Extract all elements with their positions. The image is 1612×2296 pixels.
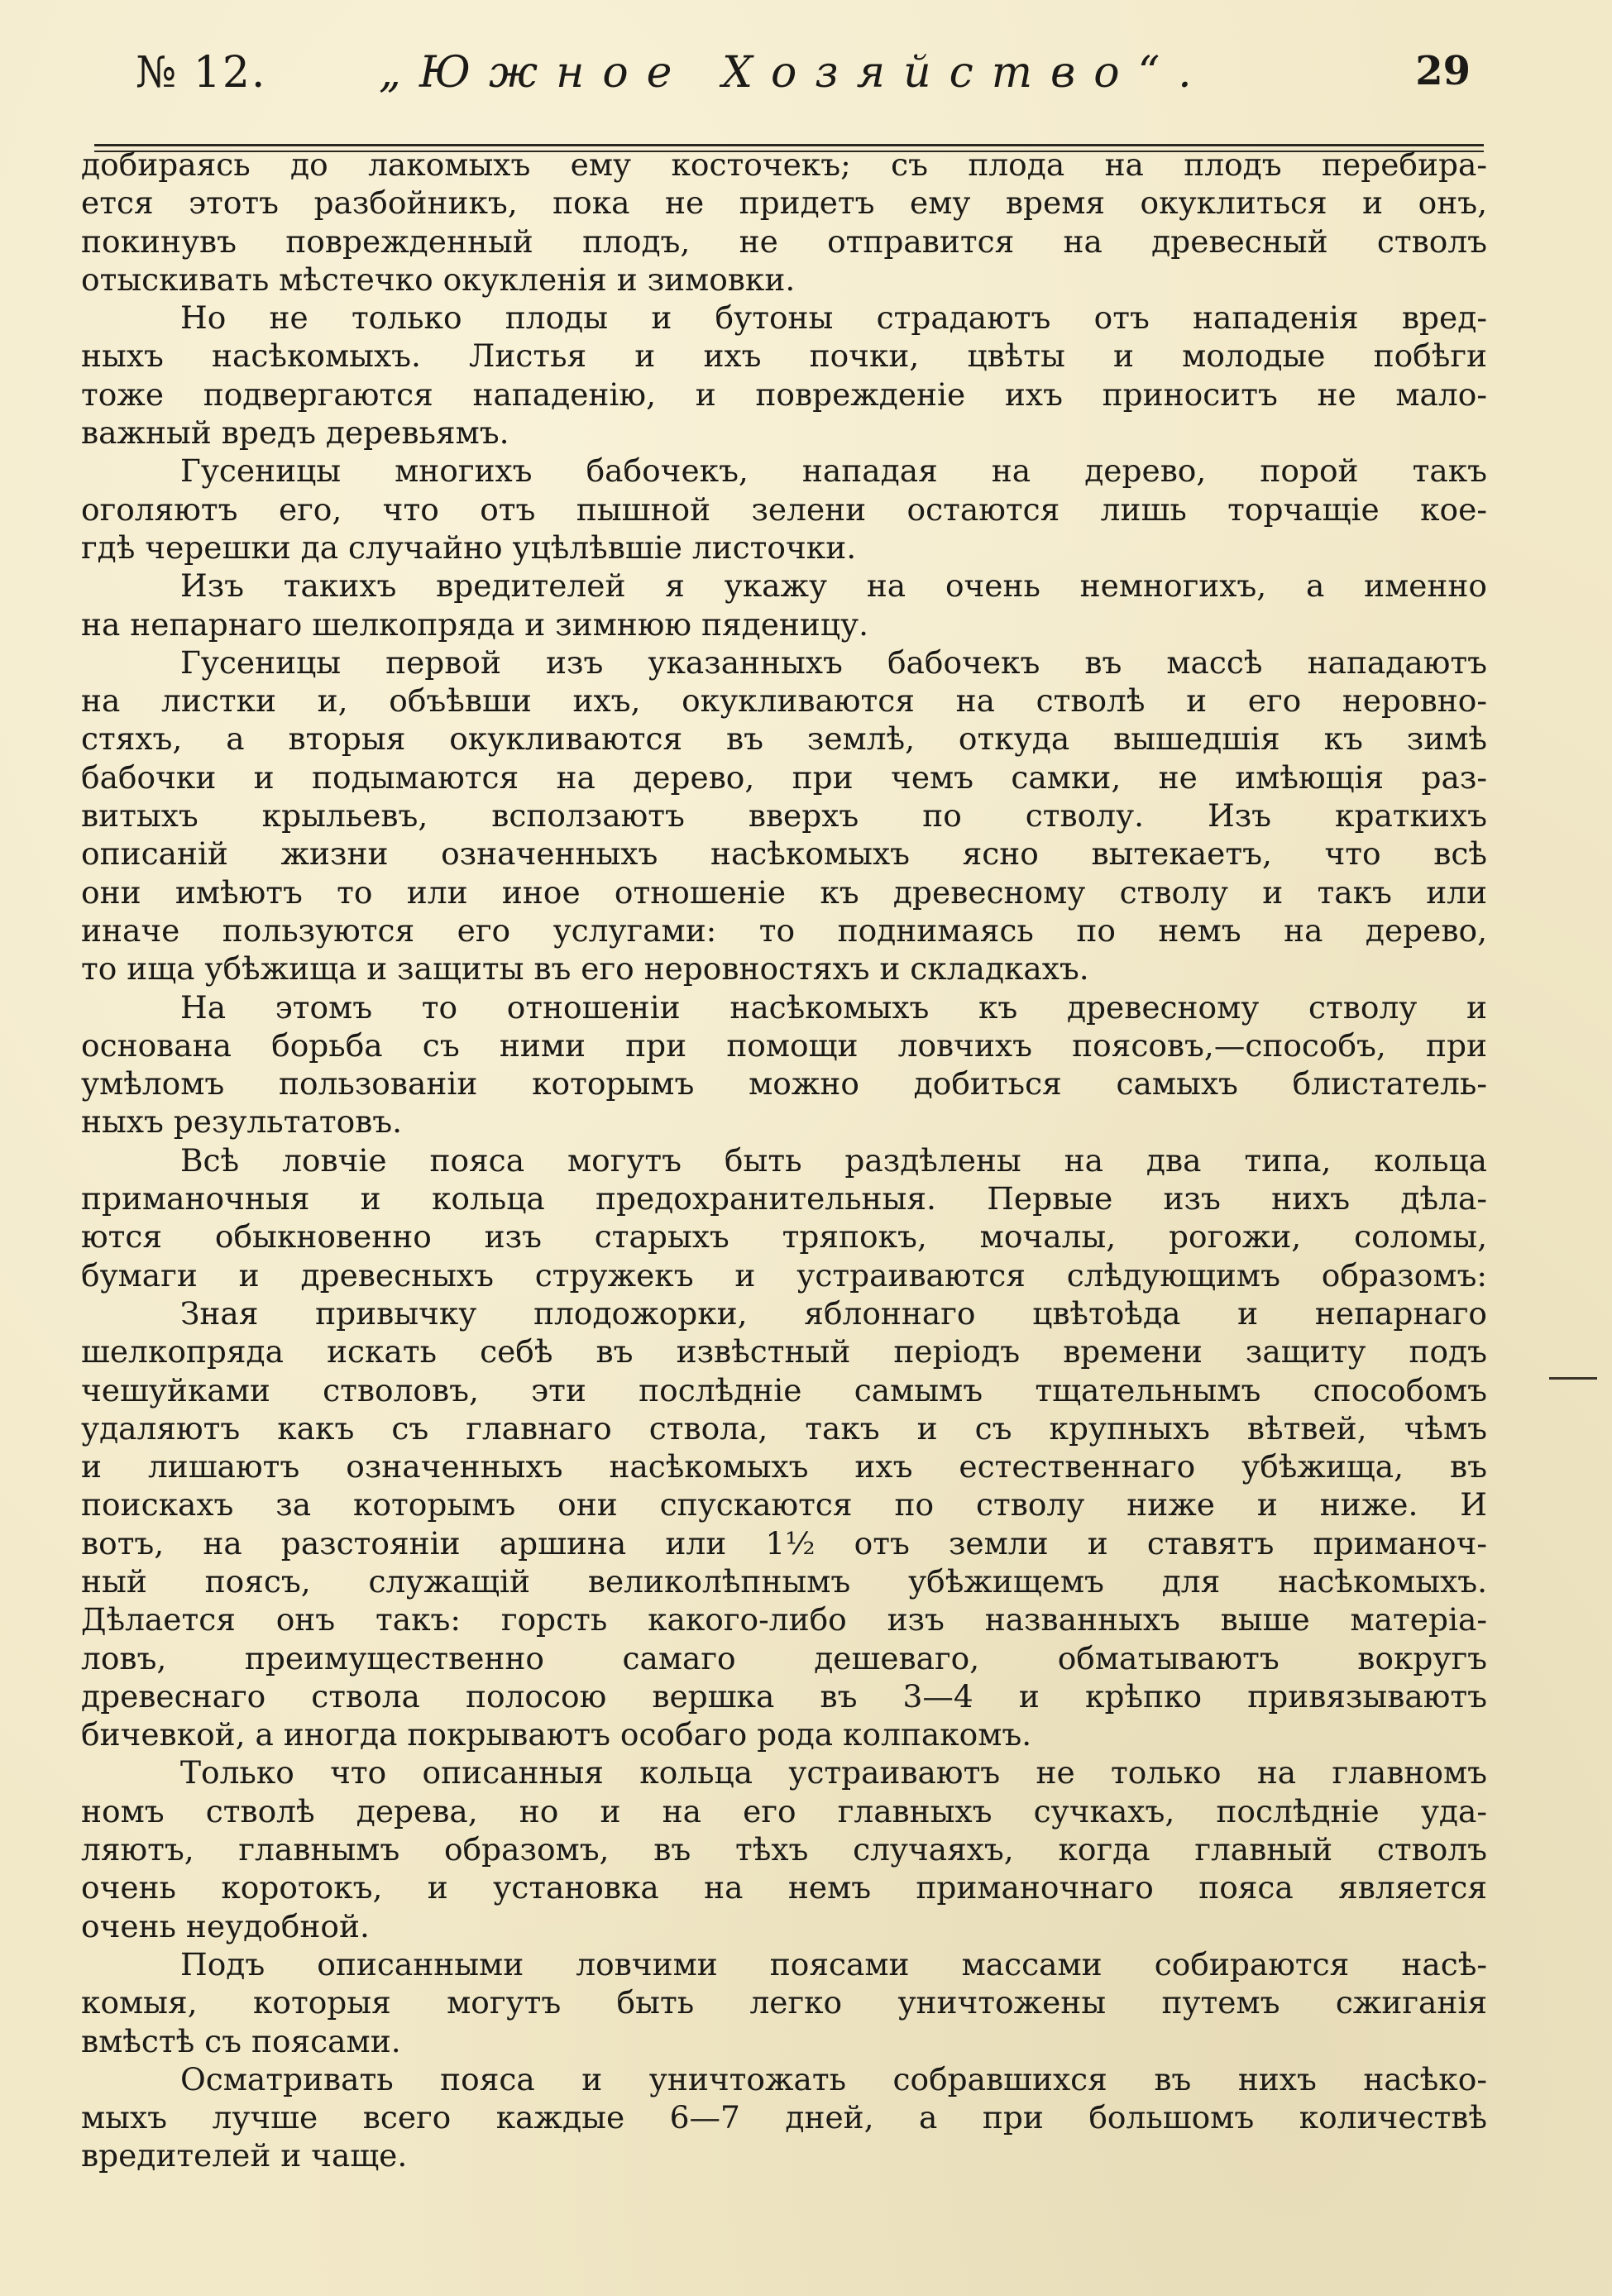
text-line: приманочныя и кольца предохранительныя. Первые изъ нихъ дѣла- [81, 1180, 1487, 1217]
page-number: 29 [1415, 48, 1471, 94]
text-line: ляютъ, главнымъ образомъ, въ тѣхъ случаяхъ, когда главный стволъ [81, 1831, 1487, 1868]
text-line: вредителей и чаще. [81, 2137, 408, 2174]
text-line: ловъ, преимущественно самаго дешеваго, обматываютъ вокругъ [81, 1639, 1487, 1677]
text-line: ется этотъ разбойникъ, пока не придетъ ему время окуклиться и онъ, [81, 184, 1487, 222]
text-line: древеснаго ствола полосою вершка въ 3—4 и крѣпко привязываютъ [81, 1677, 1487, 1715]
text-line: Дѣлается онъ такъ: горсть какого-либо изъ названныхъ выше матеріа- [81, 1601, 1487, 1638]
text-line: очень неудобной. [81, 1907, 370, 1944]
text-line: шелкопряда искать себѣ въ извѣстный періодъ времени защиту подъ [81, 1333, 1487, 1370]
text-line: на листки и, объѣвши ихъ, окукливаются на стволѣ и его неровно- [81, 682, 1487, 720]
text-line: добираясь до лакомыхъ ему косточекъ; съ плода на плодъ перебира- [81, 146, 1487, 183]
text-line: основана борьба съ ними при помощи ловчихъ поясовъ,—способъ, при [81, 1026, 1487, 1064]
text-line: вотъ, на разстояніи аршина или 1½ отъ земли и ставятъ приманоч- [81, 1524, 1487, 1562]
text-line: очень коротокъ, и установка на немъ приманочнаго пояса является [81, 1869, 1487, 1906]
text-line: иначе пользуются его услугами: то поднимаясь по немъ на дерево, [81, 911, 1487, 949]
text-line: мыхъ лучше всего каждые 6—7 дней, а при большомъ количествѣ [81, 2099, 1487, 2136]
text-line: оголяютъ его, что отъ пышной зелени остаются лишь торчащіе кое- [81, 490, 1487, 528]
text-line: бичевкой, а иногда покрываютъ особаго рода колпакомъ. [81, 1716, 1032, 1753]
text-line: чешуйками стволовъ, эти послѣдніе самымъ тщательнымъ способомъ [81, 1371, 1487, 1409]
text-line: Изъ такихъ вредителей я укажу на очень немногихъ, а именно [180, 567, 1487, 605]
text-line: На этомъ то отношеніи насѣкомыхъ къ древесному стволу и [180, 988, 1487, 1026]
text-line: ются обыкновенно изъ старыхъ тряпокъ, мочалы, рогожи, соломы, [81, 1218, 1487, 1256]
text-line: отыскивать мѣстечко окукленія и зимовки. [81, 261, 796, 298]
text-line: удаляютъ какъ съ главнаго ствола, такъ и съ крупныхъ вѣтвей, чѣмъ [81, 1409, 1487, 1447]
text-line: и лишаютъ означенныхъ насѣкомыхъ ихъ естественнаго убѣжища, въ [81, 1448, 1487, 1485]
text-line: бумаги и древесныхъ стружекъ и устраиваются слѣдующимъ образомъ: [81, 1256, 1487, 1294]
text-line: Осматривать пояса и уничтожать собравшихся въ нихъ насѣко- [180, 2060, 1487, 2097]
text-line: поискахъ за которымъ они спускаются по стволу ниже и ниже. И [81, 1486, 1487, 1523]
article-body [81, 146, 1487, 2175]
text-line: ный поясъ, служащій великолѣпнымъ убѣжищемъ для насѣкомыхъ. [81, 1562, 1487, 1600]
margin-mark [1549, 1377, 1597, 1380]
text-line: Гусеницы первой изъ указанныхъ бабочекъ въ массѣ нападаютъ [180, 643, 1487, 681]
text-line: тоже подвергаются нападенію, и поврежденіе ихъ приноситъ не мало- [81, 375, 1487, 413]
text-line: то ища убѣжища и защиты въ его неровностяхъ и складкахъ. [81, 950, 1089, 988]
text-line: важный вредъ деревьямъ. [81, 414, 509, 452]
text-line: на непарнаго шелкопряда и зимнюю пяденицу. [81, 605, 868, 643]
journal-title: „Южное Хозяйство“. [379, 48, 1210, 98]
text-line: Всѣ ловчіе пояса могутъ быть раздѣлены на два типа, кольца [180, 1141, 1487, 1179]
document-page [81, 48, 1494, 2273]
running-header [81, 48, 1487, 106]
text-line: гдѣ черешки да случайно уцѣлѣвшіе листочки. [81, 529, 857, 566]
text-line: описаній жизни означенныхъ насѣкомыхъ ясно вытекаетъ, что всѣ [81, 835, 1487, 873]
text-line: ныхъ насѣкомыхъ. Листья и ихъ почки, цвѣты и молодые побѣги [81, 337, 1487, 375]
text-line: вмѣстѣ съ поясами. [81, 2022, 401, 2059]
text-line: ныхъ результатовъ. [81, 1103, 403, 1141]
text-line: они имѣютъ то или иное отношеніе къ древесному стволу и такъ или [81, 873, 1487, 911]
text-line: Только что описанныя кольца устраиваютъ не только на главномъ [180, 1754, 1487, 1791]
issue-number: № 12. [136, 48, 267, 98]
text-line: витыхъ крыльевъ, всползаютъ вверхъ по стволу. Изъ краткихъ [81, 797, 1487, 835]
text-line: Зная привычку плодожорки, яблоннаго цвѣтоѣда и непарнаго [180, 1294, 1487, 1332]
text-line: Гусеницы многихъ бабочекъ, нападая на дерево, порой такъ [180, 452, 1487, 490]
text-line: бабочки и подымаются на дерево, при чемъ самки, не имѣющія раз- [81, 758, 1487, 796]
text-line: комыя, которыя могутъ быть легко уничтожены путемъ сжиганія [81, 1984, 1487, 2021]
text-line: Подъ описанными ловчими поясами массами собираются насѣ- [180, 1945, 1487, 1983]
text-line: умѣломъ пользованіи которымъ можно добиться самыхъ блистатель- [81, 1065, 1487, 1103]
text-line: Но не только плоды и бутоны страдаютъ отъ нападенія вред- [180, 299, 1487, 337]
text-line: номъ стволѣ дерева, но и на его главныхъ сучкахъ, послѣдніе уда- [81, 1792, 1487, 1830]
text-line: покинувъ поврежденный плодъ, не отправится на древесный стволъ [81, 222, 1487, 260]
text-line: стяхъ, а вторыя окукливаются въ землѣ, откуда вышедшія къ зимѣ [81, 720, 1487, 758]
